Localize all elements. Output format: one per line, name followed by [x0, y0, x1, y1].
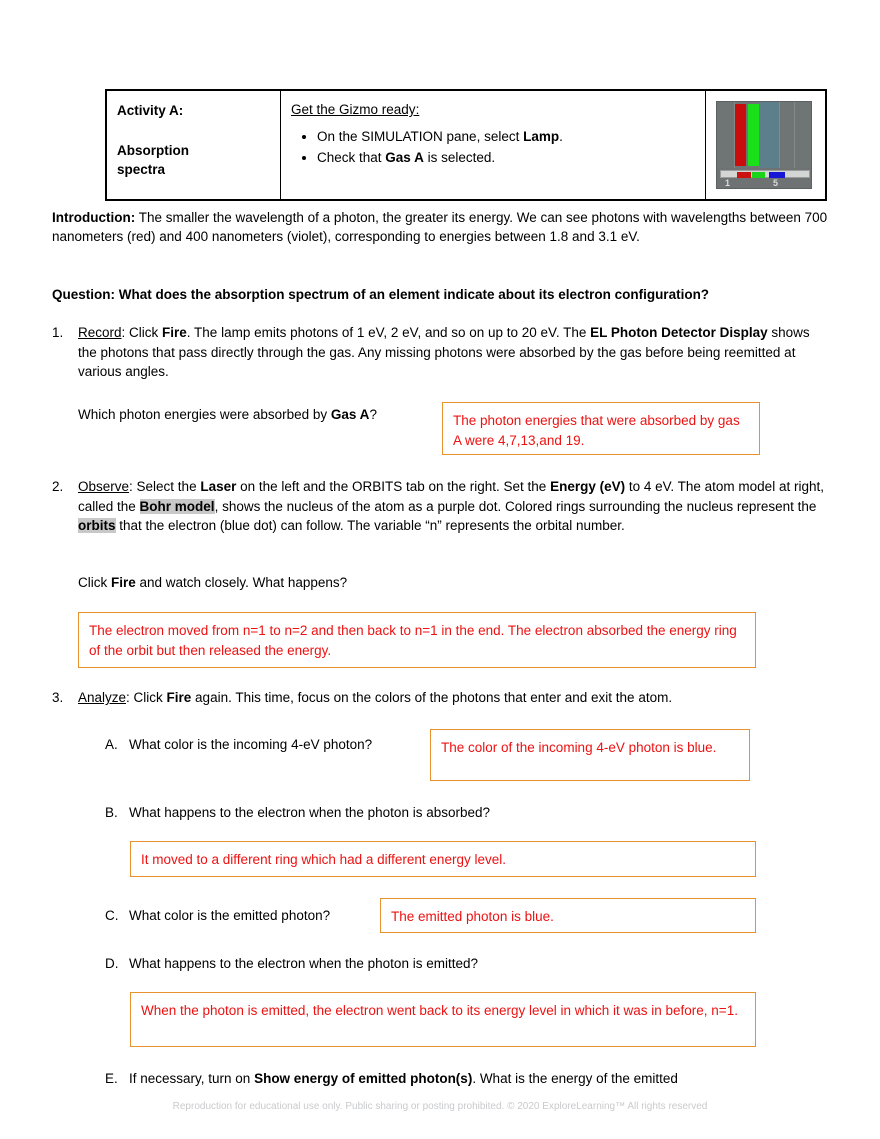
gizmo-ready-cell [281, 90, 706, 200]
gizmo-ready-colon: : [415, 102, 420, 117]
spectrum-thumbnail-cell [706, 90, 827, 200]
item-1-seg1: : Click [121, 325, 163, 340]
answer-box-item-1[interactable]: The photon energies that were absorbed by gas A were 4,7,13,and 19. [442, 402, 760, 455]
item-1-bold1: Fire [162, 325, 187, 340]
activity-subtitle-line2: spectra [117, 162, 166, 178]
list-item [317, 128, 696, 147]
item-2-seg5: that the electron (blue dot) can follow. The variable “n” represents the orbital number. [115, 518, 625, 534]
item-2-prompt-body [78, 573, 478, 593]
gizmo-steps-list [291, 128, 696, 168]
item-2-seg1: : Select the [129, 479, 201, 494]
item-3-seg2: again. This time, focus on the colors of the photons that enter and exit the atom. [191, 690, 673, 705]
item-2-prompt-pre: Click [78, 575, 111, 590]
item-2-verb: Observe [78, 479, 130, 494]
item-3-bold1: Fire [166, 690, 192, 705]
subitem-b-letter: B. [105, 805, 118, 820]
item-2-bold1: Laser [200, 479, 237, 494]
item-1-number: 1. [52, 325, 64, 340]
item-1-seg3: shows the photons that pass directly through the gas. Any missing photons were absorbed by the gas before being reemitted at various angles. [78, 325, 810, 380]
answer-box-subitem-d[interactable]: When the photon is emitted, the electron went back to its energy level in which it was in before, n=1. [130, 992, 756, 1047]
answer-box-item-2[interactable]: The electron moved from n=1 to n=2 and then back to n=1 in the end. The electron absorbed the energy ring of the orbit but then released the energy. [78, 612, 756, 668]
table-row [106, 90, 826, 200]
subitem-a [105, 735, 425, 755]
spectrum-label-right: 5 [773, 178, 779, 188]
item-2-highlight-bohr-model: Bohr model [139, 498, 215, 514]
item-2-seg3: to 4 eV. The atom model at right, called the [78, 479, 824, 514]
answer-box-subitem-c[interactable]: The emitted photon is blue. [380, 898, 756, 933]
numbered-item-2 [52, 477, 830, 536]
subitem-e [105, 1069, 805, 1089]
item-3-verb: Analyze [78, 690, 127, 705]
subitem-e-letter: E. [105, 1071, 118, 1086]
subitem-e-bold: Show energy of emitted photon(s) [254, 1071, 473, 1086]
item-1-verb: Record [78, 325, 122, 340]
item-1-prompt-bold: Gas A [330, 407, 370, 422]
subitem-d-question: What happens to the electron when the photon is emitted? [129, 956, 478, 971]
item-1-prompt [78, 405, 448, 425]
item-2-bold2: Energy (eV) [550, 479, 626, 494]
spectrum-label-left: 1 [725, 178, 731, 188]
subitem-d [105, 954, 665, 974]
absorption-spectrum-thumbnail [716, 101, 812, 189]
item-2-body [78, 477, 830, 536]
spectrum-blue-band [759, 102, 779, 168]
item-2-seg2: on the left and the ORBITS tab on the right. Set the [236, 479, 551, 494]
item-1-prompt-post: ? [369, 407, 377, 422]
item-3-number: 3. [52, 690, 64, 705]
item-2-prompt [78, 573, 478, 593]
gizmo-ready-heading [291, 101, 696, 120]
item-1-body [78, 323, 830, 382]
item-3-body [78, 688, 830, 708]
activity-header-table [105, 89, 827, 201]
subitem-a-letter: A. [105, 737, 118, 752]
item-2-prompt-post: and watch closely. What happens? [135, 575, 348, 590]
introduction-paragraph [52, 208, 830, 247]
step-1-post: . [559, 128, 563, 144]
answer-box-subitem-b[interactable]: It moved to a different ring which had a different energy level. [130, 841, 756, 877]
step-1-bold: Lamp [523, 128, 560, 144]
step-2-bold: Gas A [385, 149, 424, 165]
introduction-text: The smaller the wavelength of a photon, the greater its energy. We can see photons with wavelengths between 700 nanometers (red) and 400 nanometers (violet), corresponding to energies between 1.8 and 3.1 eV. [52, 210, 828, 245]
subitem-d-letter: D. [105, 956, 119, 971]
item-1-seg2: . The lamp emits photons of 1 eV, 2 eV, and so on up to 20 eV. The [186, 325, 591, 340]
item-1-prompt-pre: Which photon energies were absorbed by [78, 407, 331, 422]
item-2-number: 2. [52, 479, 64, 494]
list-item [317, 149, 696, 168]
page-footer: Reproduction for educational use only. Public sharing or posting prohibited. © 2020 ExploreLearning™ All rights reserved [172, 1101, 708, 1112]
subitem-c-letter: C. [105, 908, 119, 923]
item-2-seg4: , shows the nucleus of the atom as a purple dot. Colored rings surrounding the nucleus represent the [214, 498, 817, 514]
spectrum-color-strip [720, 170, 810, 178]
activity-label: Activity A: [117, 103, 184, 118]
item-3-seg1: : Click [126, 690, 167, 705]
spectrum-red-line [735, 104, 746, 166]
spectrum-gridline [794, 102, 795, 168]
spectrum-axis-labels [717, 178, 812, 189]
numbered-item-3 [52, 688, 830, 708]
item-1-prompt-body [78, 405, 448, 425]
item-2-prompt-bold: Fire [111, 575, 136, 590]
subitem-c-question: What color is the emitted photon? [129, 908, 331, 923]
spectrum-gridline [779, 102, 780, 168]
step-2-post: is selected. [423, 149, 496, 165]
step-1-pre: On the SIMULATION pane, select [317, 128, 524, 144]
activity-title-cell [106, 90, 281, 200]
step-2-pre: Check that [317, 149, 386, 165]
page-title: Question: What does the absorption spectrum of an element indicate about its electron configuration? [52, 287, 710, 302]
subitem-b [105, 803, 665, 823]
introduction-label: Introduction: [52, 210, 136, 225]
subitem-e-post: . What is the energy of the emitted [472, 1071, 678, 1086]
subitem-c [105, 906, 405, 926]
subitem-a-question: What color is the incoming 4-eV photon? [129, 737, 373, 752]
gizmo-ready-text: Get the Gizmo ready [291, 102, 416, 117]
subitem-b-question: What happens to the electron when the photon is absorbed? [129, 805, 490, 820]
activity-subtitle-line1: Absorption [117, 142, 189, 158]
subitem-e-pre: If necessary, turn on [129, 1071, 255, 1086]
numbered-item-1 [52, 323, 830, 382]
item-1-bold2: EL Photon Detector Display [590, 325, 768, 340]
subitem-e-question [129, 1069, 805, 1089]
item-2-highlight-orbits: orbits [78, 518, 116, 534]
spectrum-green-line [748, 104, 759, 166]
answer-box-subitem-a[interactable]: The color of the incoming 4-eV photon is blue. [430, 729, 750, 781]
